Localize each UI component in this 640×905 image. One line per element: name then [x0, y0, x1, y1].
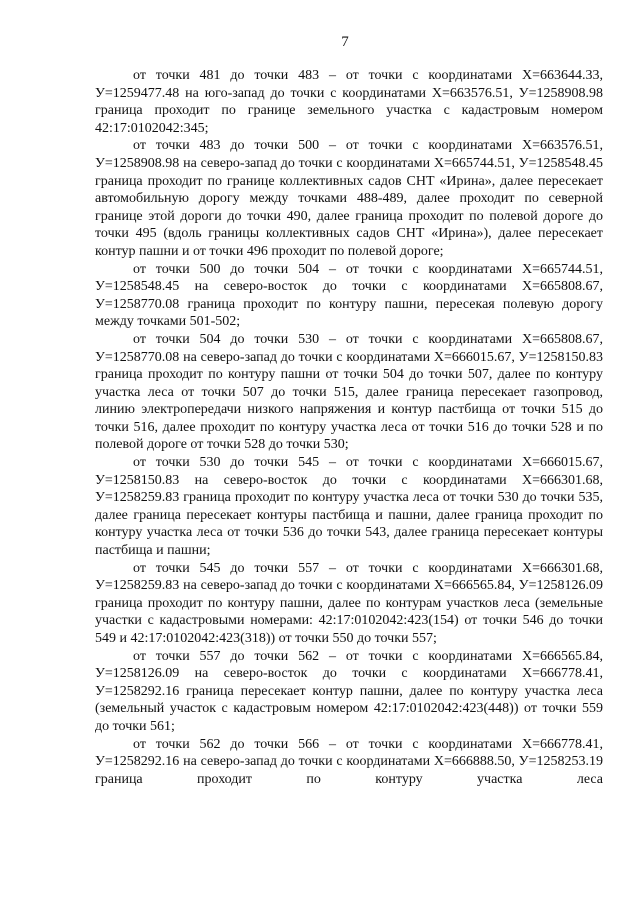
paragraph-545-557: от точки 545 до точки 557 – от точки с координатами X=666301.68, У=1258259.83 на северо-запад до точки с координатами X=666565.84, У=1258126.09 граница проходит по контуру пашни, далее по контурам участков леса (земельные участки с кадастровыми номерами: 42:17:0102042:423(154) от точки 546 до точки 549 и 42:17:0102042:423(318)) от точки 550 до точки 557; — [95, 560, 603, 646]
paragraph-562-566: от точки 562 до точки 566 – от точки с координатами X=666778.41, У=1258292.16 на северо-запад до точки с координатами X=666888.50, У=1258253.19 граница проходит по контуру участка леса — [95, 736, 603, 787]
paragraph-557-562: от точки 557 до точки 562 – от точки с координатами X=666565.84, У=1258126.09 на северо-восток до точки с координатами X=666778.41, У=1258292.16 граница пересекает контур пашни, далее по контуру участка леса (земельный участок с кадастровым номером 42:17:0102042:423(448)) от точки 559 до точки 561; — [95, 648, 603, 734]
document-body — [95, 67, 603, 788]
paragraph-483-500: от точки 483 до точки 500 – от точки с координатами X=663576.51, У=1258908.98 на северо-запад до точки с координатами X=665744.51, У=1258548.45 граница проходит по границе коллективных садов СНТ «Ирина», далее пересекает автомобильную дорогу между точками 488-489, далее проходит по северной границе этой дороги до точки 490, далее граница проходит по полевой дороге до точки 495 (вдоль границы коллективных садов СНТ «Ирина»), далее пересекает контур пашни и от точки 496 проходит по полевой дороге; — [95, 138, 603, 259]
page-number: 7 — [341, 34, 349, 50]
paragraph-530-545: от точки 530 до точки 545 – от точки с координатами X=666015.67, У=1258150.83 на северо-восток до точки с координатами X=666301.68, У=1258259.83 граница проходит по контуру участка леса от точки 530 до точки 535, далее граница пересекает контуры пастбища и пашни, далее граница проходит по контуру участка леса от точки 536 до точки 543, далее граница пересекает контуры пастбища и пашни; — [95, 455, 603, 559]
paragraph-481-483: от точки 481 до точки 483 – от точки с координатами X=663644.33, У=1259477.48 на юго-запад до точки с координатами X=663576.51, У=1258908.98 граница проходит по границе земельного участка с кадастровым номером 42:17:0102042:345; — [95, 68, 603, 136]
paragraph-500-504: от точки 500 до точки 504 – от точки с координатами X=665744.51, У=1258548.45 на северо-восток до точки с координатами X=665808.67, У=1258770.08 граница проходит по контуру пашни, пересекая полевую дорогу между точками 501-502; — [95, 261, 603, 330]
paragraph-504-530: от точки 504 до точки 530 – от точки с координатами X=665808.67, У=1258770.08 на северо-запад до точки с координатами X=666015.67, У=1258150.83 граница проходит по контуру пашни от точки 504 до точки 507, далее по контуру участка леса от точки 507 до точки 515, далее граница пересекает газопровод, линию электропередачи низкого напряжения и контур пастбища от точки 515 до точки 516, далее проходит по контуру участка леса от точки 516 до точки 528 и по полевой дороге от точки 528 до точки 530; — [95, 331, 603, 453]
